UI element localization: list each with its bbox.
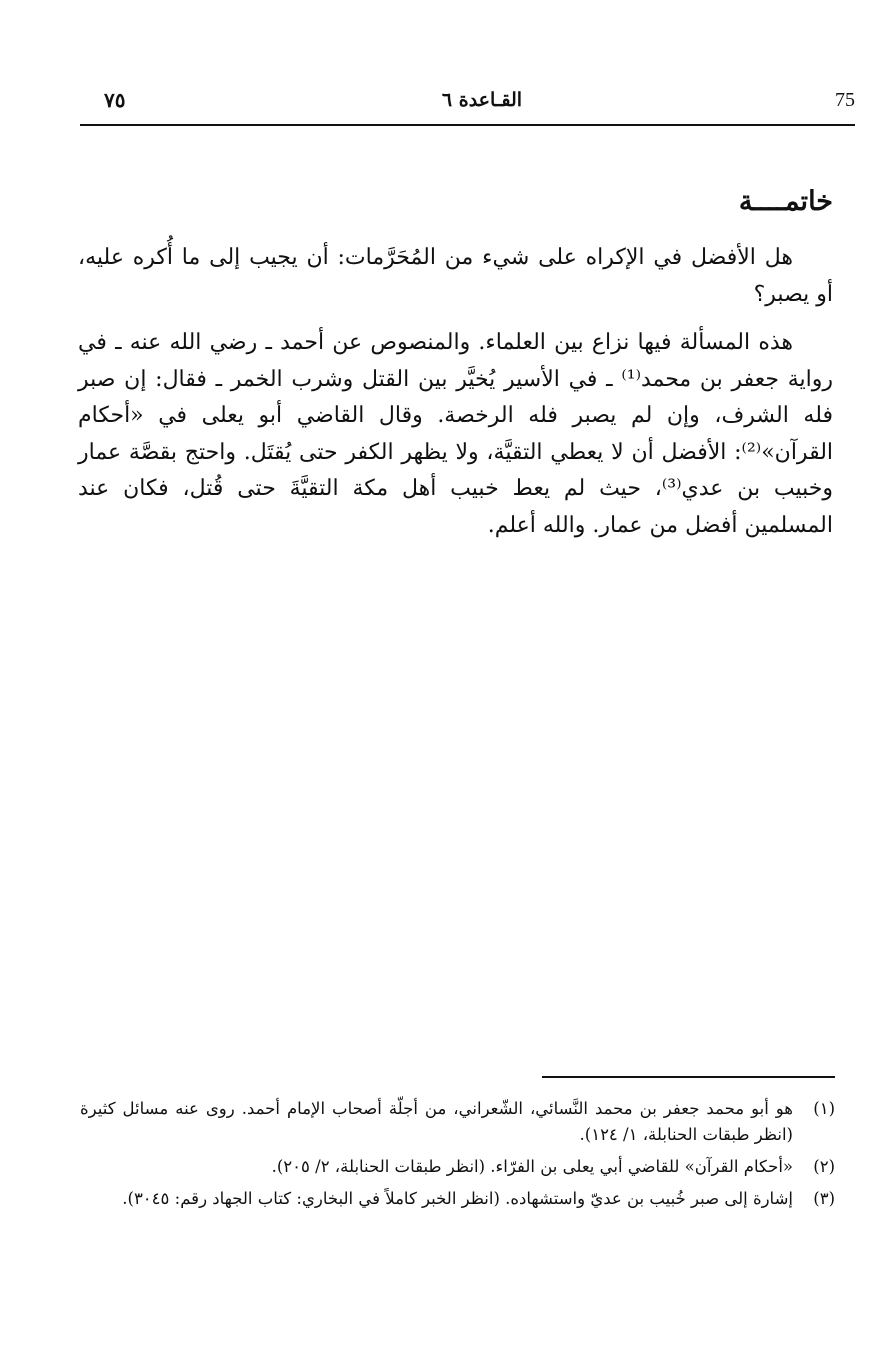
main-text (78, 180, 833, 556)
footnote-2 (80, 1154, 835, 1180)
footnote-text: هو أبو محمد جعفر بن محمد النَّسائي، الشّعراني، من أجلّة أصحاب الإمام أحمد. روى عنه مسائل كثيرة (انظر طبقات الحنابلة، ١/ ١٢٤). (80, 1099, 793, 1144)
header-divider (80, 124, 855, 126)
footnote-marker: (٣) (813, 1189, 835, 1208)
paragraph-answer: هذه المسألة فيها نزاع بين العلماء. والمنصوص عن أحمد ـ رضي الله عنه ـ في رواية جعفر بن محمد⁽¹⁾ ـ في الأسير يُخيَّر بين القتل وشرب الخمر ـ فقال: إن صبر فله الشرف، وإن لم يصبر فله الرخصة. وقال القاضي أبو يعلى في «أحكام القرآن»⁽²⁾: الأفضل أن لا يعطي التقيَّة، ولا يظهر الكفر حتى يُقتَل. واحتج بقصَّة عمار وخبيب بن عدي⁽³⁾، حيث لم يعط خبيب أهل مكة التقيَّةَ حتى قُتل، فكان عند المسلمين أفضل من عمار. والله أعلم. (78, 330, 834, 538)
footnote-list (80, 1096, 835, 1218)
footnote-marker: (١) (813, 1099, 835, 1118)
footnote-3 (80, 1186, 835, 1212)
footnote-text: «أحكام القرآن» للقاضي أبي يعلى بن الفرّاء. (انظر طبقات الحنابلة، ٢/ ٢٠٥). (271, 1157, 793, 1176)
running-title: القـاعدة ٦ (441, 89, 523, 111)
page-number-latin: 75 (835, 89, 855, 111)
footnote-divider (542, 1076, 835, 1078)
footnote-marker: (٢) (813, 1157, 835, 1176)
page-header (80, 86, 855, 122)
section-title: خاتمــــة (738, 186, 833, 217)
page-number-arabic: ٧٥ (104, 88, 126, 112)
footnote-1 (80, 1096, 835, 1148)
paragraph-question: هل الأفضل في الإكراه على شيء من المُحَرَّمات: أن يجيب إلى ما أُكره عليه، أو يصبر؟ (78, 245, 833, 307)
footnote-text: إشارة إلى صبر خُبيب بن عديّ واستشهاده. (انظر الخبر كاملاً في البخاري: كتاب الجهاد رقم: ٣٠٤٥). (122, 1189, 793, 1208)
